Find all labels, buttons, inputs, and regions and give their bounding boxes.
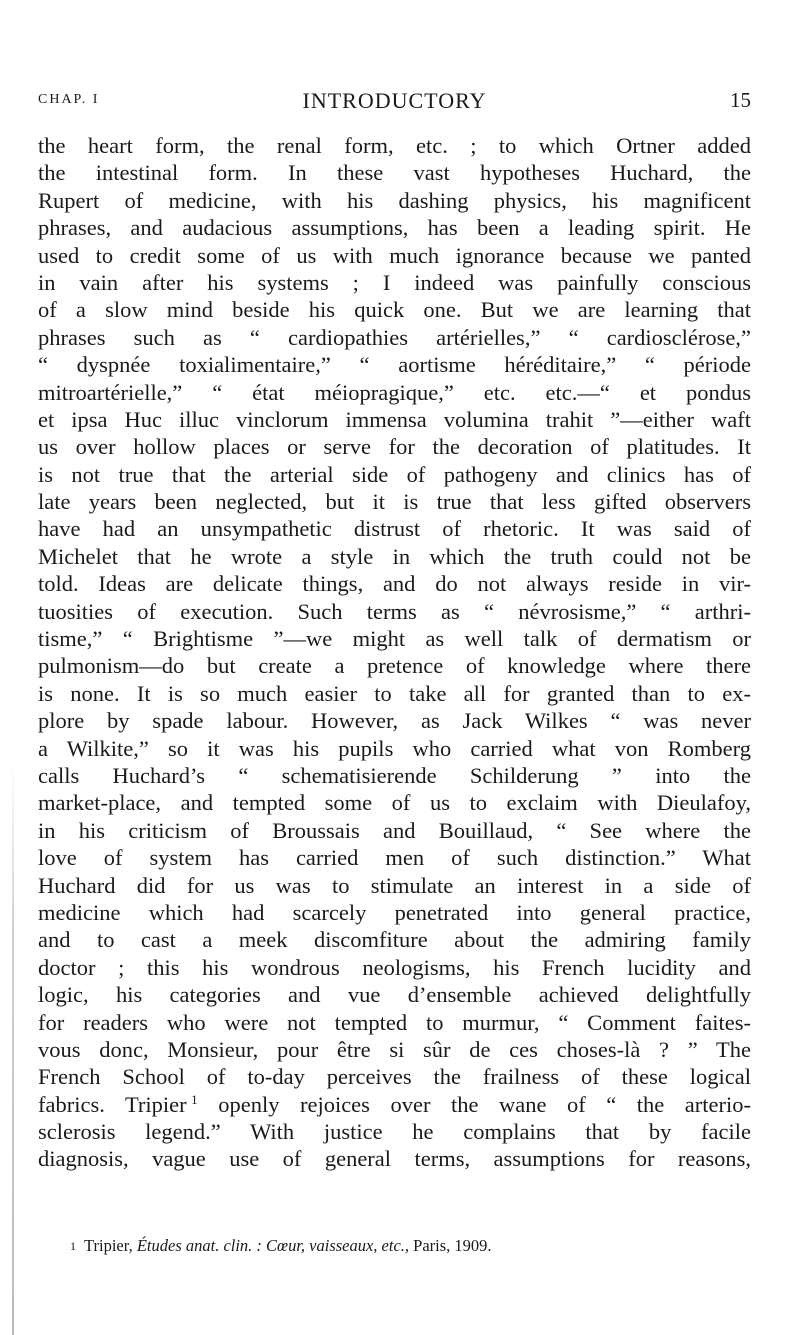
text-line: vous donc, Monsieur, pour être si sûr de ces choses-là ? ” The xyxy=(38,1036,751,1062)
text-line: Huchard did for us was to stimulate an interest in a side of xyxy=(38,872,751,898)
text-line: told. Ideas are delicate things, and do not always reside in vir- xyxy=(38,571,751,597)
text-line: calls Huchard’s “ schematisierende Schilderung ” into the xyxy=(38,762,751,788)
footnote xyxy=(38,1236,751,1256)
text-line: pulmonism—do but create a pretence of knowledge where there xyxy=(38,653,751,679)
text-line: et ipsa Huc illuc vinclorum immensa volumina trahit ”—either waft xyxy=(38,406,751,432)
text-line: us over hollow places or serve for the decoration of platitudes. It xyxy=(38,434,751,460)
footnote-work-title: Études anat. clin. : Cœur, vaisseaux, etc., xyxy=(136,1236,410,1255)
text-line: in his criticism of Broussais and Bouillaud, “ See where the xyxy=(38,817,751,843)
text-line: tuosities of execution. Such terms as “ névrosisme,” “ arthri- xyxy=(38,598,751,624)
text-line: is none. It is so much easier to take all for granted than to ex- xyxy=(38,680,751,706)
text-line: the intestinal form. In these vast hypotheses Huchard, the xyxy=(38,160,751,186)
text-line: phrases, and audacious assumptions, has been a leading spirit. He xyxy=(38,215,751,241)
page-edge-shadow xyxy=(12,760,14,1335)
text-line: love of system has carried men of such distinction.” What xyxy=(38,845,751,871)
chapter-label: CHAP. I xyxy=(38,92,100,107)
running-head xyxy=(38,88,751,114)
text-line: Michelet that he wrote a style in which the truth could not be xyxy=(38,543,751,569)
text-line: have had an unsympathetic distrust of rhetoric. It was said of xyxy=(38,516,751,542)
text-line: late years been neglected, but it is true that less gifted observers xyxy=(38,489,751,515)
text-line: is not true that the arterial side of pathogeny and clinics has of xyxy=(38,461,751,487)
text-line: and to cast a meek discomfiture about the admiring family xyxy=(38,927,751,953)
text-fragment: openly rejoices over the wane of “ the arterio- xyxy=(197,1091,751,1117)
text-line: a Wilkite,” so it was his pupils who carried what von Romberg xyxy=(38,735,751,761)
text-line-with-footnote-ref xyxy=(38,1091,751,1118)
text-line: “ dyspnée toxialimentaire,” “ aortisme héréditaire,” “ période xyxy=(38,352,751,378)
text-line: tisme,” “ Brightisme ”—we might as well talk of dermatism or xyxy=(38,626,751,652)
text-line: mitroartérielle,” “ état méiopragique,” etc. etc.—“ et pondus xyxy=(38,379,751,405)
text-line: French School of to-day perceives the frailness of these logical xyxy=(38,1064,751,1090)
footnote-reference[interactable]: 1 xyxy=(191,1091,198,1107)
text-fragment: fabrics. Tripier xyxy=(38,1091,187,1117)
text-line: diagnosis, vague use of general terms, assumptions for reasons, xyxy=(38,1146,751,1172)
text-line: the heart form, the renal form, etc. ; to which Ortner added xyxy=(38,133,751,158)
text-line: doctor ; this his wondrous neologisms, his French lucidity and xyxy=(38,954,751,980)
text-line: for readers who were not tempted to murmur, “ Comment faites- xyxy=(38,1009,751,1035)
text-line: market-place, and tempted some of us to exclaim with Dieulafoy, xyxy=(38,790,751,816)
text-line: sclerosis legend.” With justice he complains that by facile xyxy=(38,1119,751,1145)
footnote-place-year: Paris, 1909. xyxy=(413,1236,492,1255)
text-line: of a slow mind beside his quick one. But we are learning that xyxy=(38,297,751,323)
running-title: INTRODUCTORY xyxy=(302,88,487,113)
text-line: plore by spade labour. However, as Jack Wilkes “ was never xyxy=(38,708,751,734)
footnote-marker: 1 xyxy=(70,1239,76,1253)
footnote-author: Tripier, xyxy=(84,1236,133,1255)
text-line: phrases such as “ cardiopathies artérielles,” “ cardiosclérose,” xyxy=(38,324,751,350)
text-line: in vain after his systems ; I indeed was painfully conscious xyxy=(38,269,751,295)
text-line: Rupert of medicine, with his dashing physics, his magnificent xyxy=(38,187,751,213)
text-line: logic, his categories and vue d’ensemble achieved delightfully xyxy=(38,982,751,1008)
text-line: medicine which had scarcely penetrated into general practice, xyxy=(38,899,751,925)
body-text xyxy=(38,132,751,1173)
page-number: 15 xyxy=(730,88,751,112)
text-line: used to credit some of us with much ignorance because we panted xyxy=(38,242,751,268)
